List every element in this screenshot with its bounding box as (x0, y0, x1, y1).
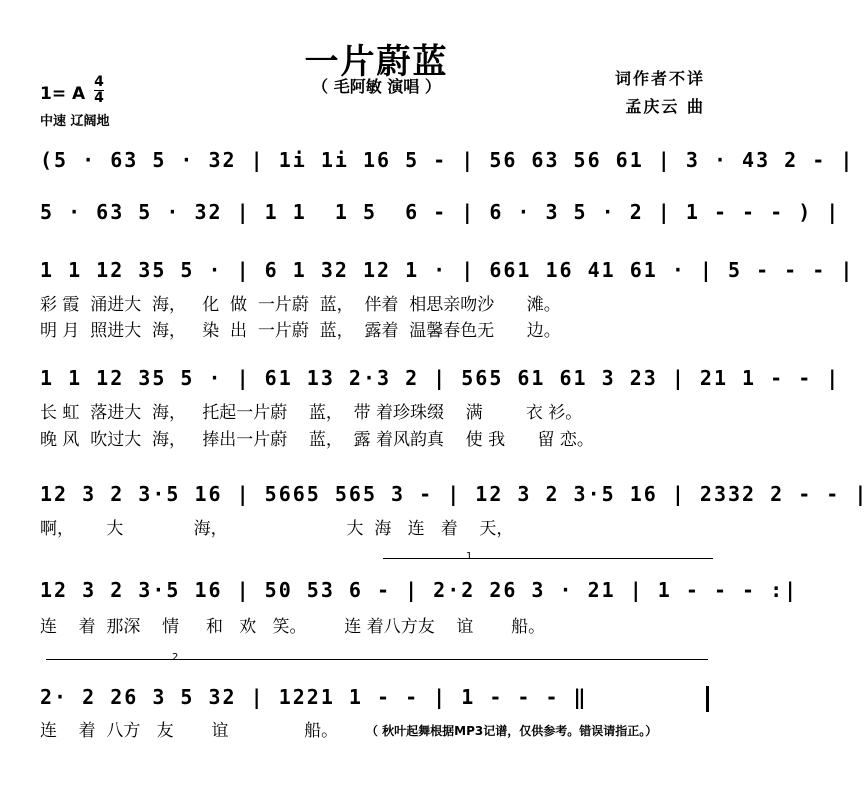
volta-2-bracket (46, 659, 708, 660)
lyricist-credit: 词作者不详 (614, 69, 705, 88)
lyric-line-3b: 明 月 照进大 海， 染 出 一片蔚 蓝， 露着 温馨春色无 边。 (40, 321, 561, 341)
lyric-line-6: 连 着 那深 情 和 欢 笑。 连 着八方友 谊 船。 (40, 617, 546, 637)
notation-line-6: 12 3 2 3·5 16 | 50 53 6 - | 2·2 26 3 · 21 | 1 - - - :| (40, 578, 799, 602)
notation-line-2: 5 · 63 5 · 32 | 1 1 1 5 6 - | 6 · 3 5 · 2 | 1 - - - ) | (40, 200, 841, 224)
lyric-line-4a: 长 虹 落进大 海， 托起一片蔚 蓝， 带 着珍珠缀 满 衣 衫。 (40, 403, 583, 423)
music-line-1 (40, 148, 855, 192)
page-title: 一片蔚蓝 (304, 42, 449, 82)
notation-line-4: 1 1 12 35 5 · | 61 13 2·3 2 | 565 61 61 3 23 | 21 1 - - | (40, 366, 841, 390)
time-signature (94, 75, 104, 106)
notation-line-5: 12 3 2 3·5 16 | 5665 565 3 - | 12 3 2 3·5 16 | 2332 2 - - | (40, 482, 868, 506)
lyric-line-4b: 晚 风 吹过大 海， 捧出一片蔚 蓝， 露 着风韵真 使 我 留 恋。 (40, 430, 594, 450)
volta-1-bracket (383, 558, 713, 559)
volta-2-number: 2 (172, 652, 179, 663)
notation-line-7: 2· 2 26 3 5 32 | 1221 1 - - | 1 - - - ‖ (40, 685, 588, 709)
notation-line-3: 1 1 12 35 5 · | 6 1 32 12 1 · | 661 16 41 61 · | 5 - - - | (40, 258, 855, 282)
volta-1-number: 1 (466, 551, 473, 562)
tempo-marking: 中速 辽阔地 (40, 114, 110, 129)
lyric-line-5: 啊， 大 海， 大 海 连 着 天， (40, 519, 514, 539)
key-signature: 1= A (40, 84, 86, 104)
notation-line-1: (5 · 63 5 · 32 | 1i 1i 16 5 - | 56 63 56 61 | 3 · 43 2 - | (40, 148, 855, 172)
time-sig-top: 4 (94, 74, 104, 90)
lyric-line-3a: 彩 霞 涌进大 海， 化 做 一片蔚 蓝， 伴着 相思亲吻沙 滩。 (40, 295, 561, 315)
final-barline (706, 686, 709, 712)
time-sig-bottom: 4 (94, 90, 104, 106)
singer-credit: （ 毛阿敏 演唱 ） (312, 77, 441, 96)
lyric-line-7: 连 着 八方 友 谊 船。 (40, 721, 339, 741)
composer-credit: 孟庆云 曲 (625, 97, 705, 116)
transcription-footnote: （ 秋叶起舞根据MP3记谱，仅供参考。错误请指正。） (366, 724, 658, 738)
music-line-2 (40, 200, 841, 244)
